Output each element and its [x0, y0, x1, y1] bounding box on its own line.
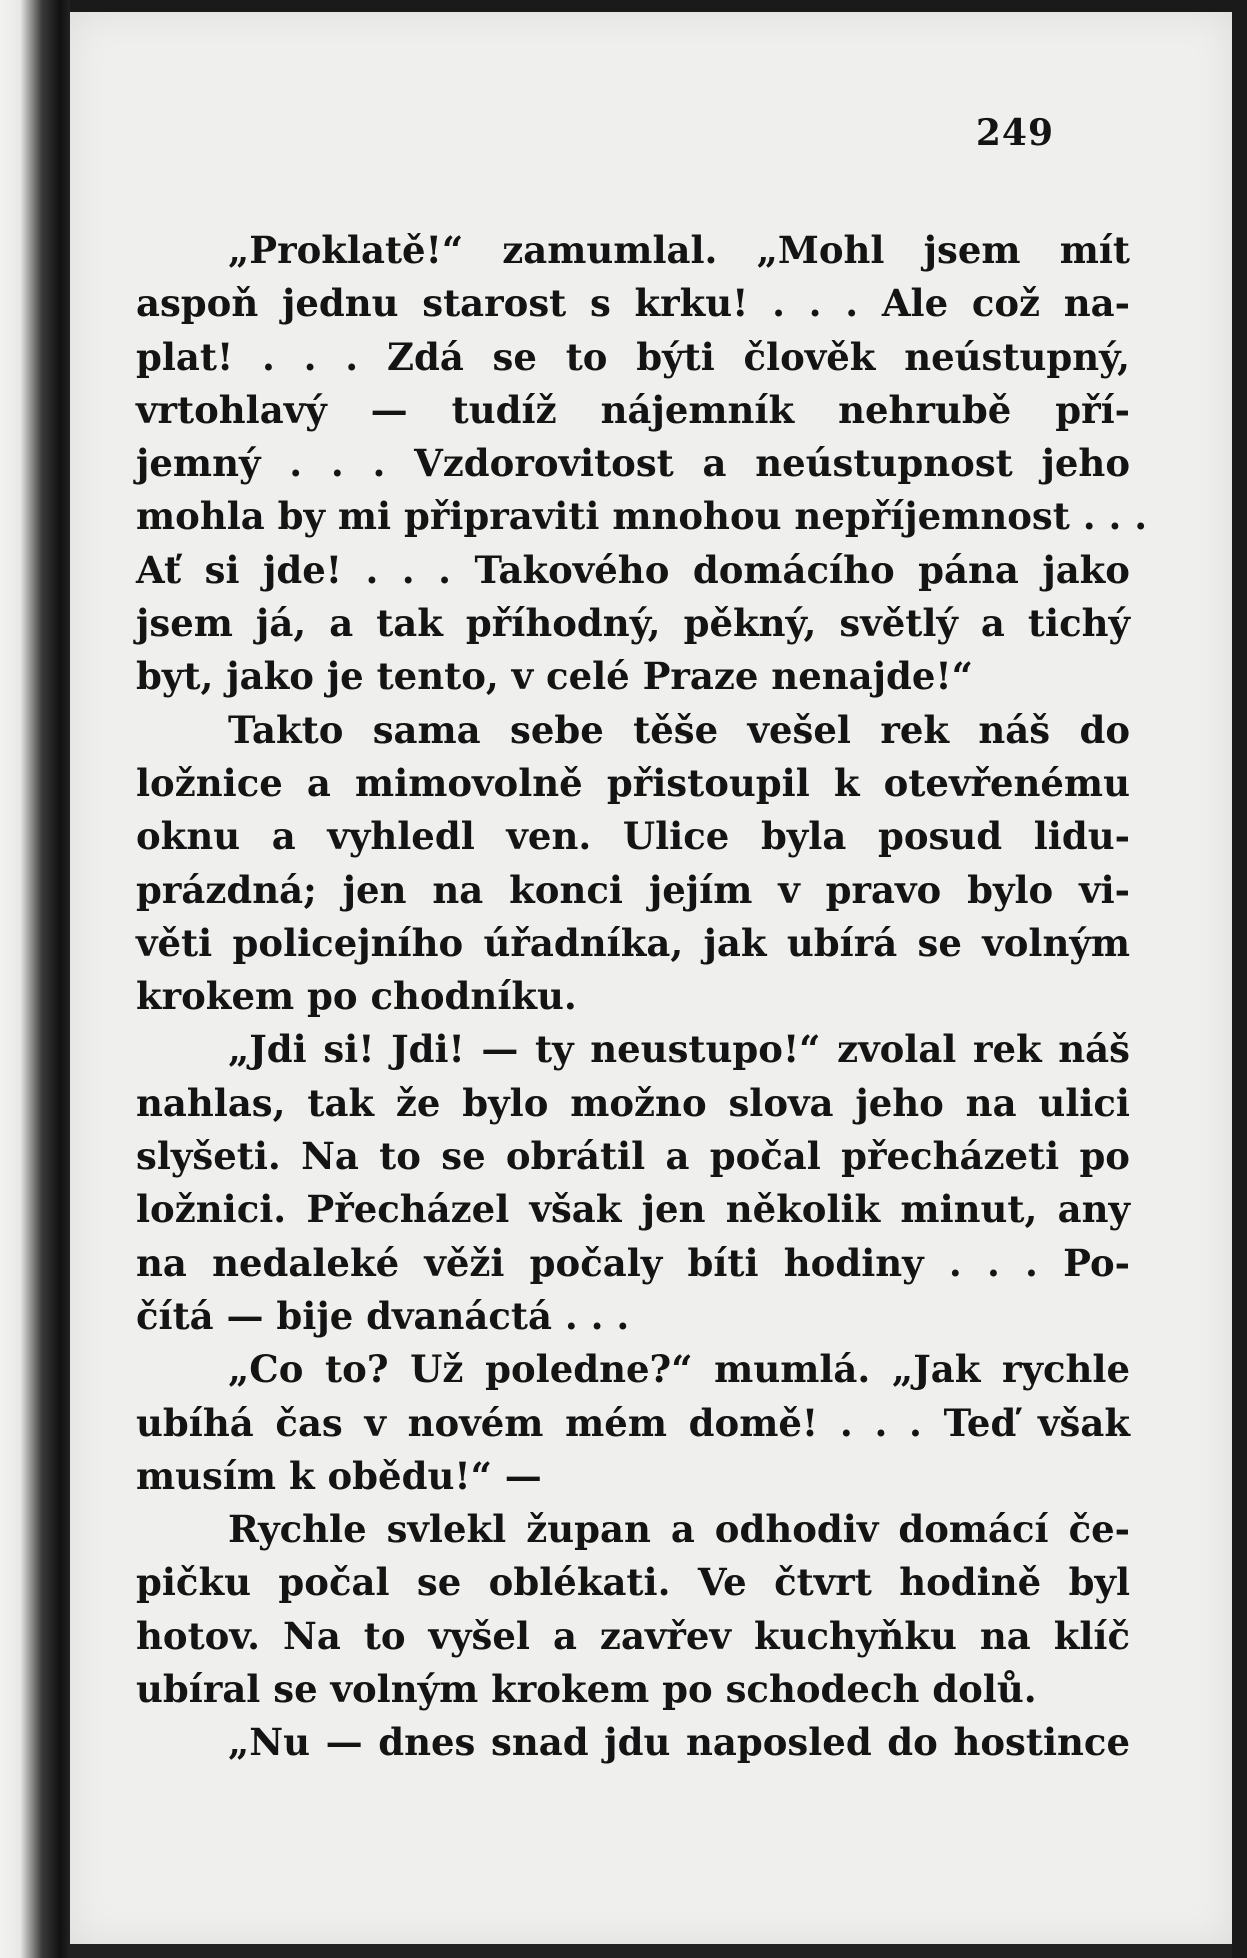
text-line: „Nu — dnes snad jdu naposled do hostince: [228, 1720, 1130, 1765]
text-line: ubíral se volným krokem po schodech dolů.: [136, 1667, 1037, 1712]
text-line: musím k obědu!“ —: [136, 1453, 542, 1498]
paragraph: [136, 1343, 1130, 1503]
scan-right-edge: [1232, 0, 1247, 1958]
paragraph: [136, 224, 1148, 704]
text-line: krokem po chodníku.: [136, 974, 577, 1019]
book-page: [70, 12, 1232, 1944]
text-line: mohla by mi připraviti mnohou nepříjemnost . . .: [136, 494, 1148, 539]
text-line: prázdná; jen na konci jejím v pravo bylo vi-: [136, 867, 1130, 912]
text-line: slyšeti. Na to se obrátil a počal přecházeti po: [136, 1134, 1130, 1179]
text-line: Rychle svlekl župan a odhodiv domácí če-: [228, 1507, 1130, 1552]
text-line: byt, jako je tento, v celé Praze nenajde!“: [136, 654, 973, 699]
text-line: na nedaleké věži počaly bíti hodiny . . . Po-: [136, 1240, 1130, 1285]
text-line: Takto sama sebe těše vešel rek náš do: [228, 707, 1130, 752]
text-line: Ať si jde! . . . Takového domácího pána jako: [136, 547, 1130, 592]
text-line: plat! . . . Zdá se to býti člověk neústupný,: [136, 334, 1130, 379]
text-line: čítá — bije dvanáctá . . .: [136, 1293, 630, 1338]
text-line: vrtohlavý — tudíž nájemník nehrubě pří-: [136, 387, 1130, 432]
text-line: nahlas, tak že bylo možno slova jeho na ulici: [136, 1080, 1130, 1125]
paragraph: [136, 704, 1130, 1024]
text-line: „Proklatě!“ zamumlal. „Mohl jsem mít: [228, 228, 1130, 272]
text-line: ubíhá čas v novém mém domě! . . . Teď však: [136, 1400, 1130, 1445]
page-number: 249: [975, 112, 1054, 154]
text-line: věti policejního úřadníka, jak ubírá se volným: [136, 920, 1130, 965]
text-line: oknu a vyhledl ven. Ulice byla posud lidu-: [136, 814, 1130, 859]
text-line: jemný . . . Vzdorovitost a neústupnost jeho: [136, 441, 1130, 486]
paragraph: [136, 1503, 1130, 1716]
text-line: „Jdi si! Jdi! — ty neustupo!“ zvolal rek náš: [228, 1027, 1130, 1072]
text-line: hotov. Na to vyšel a zavřev kuchyňku na klíč: [136, 1613, 1130, 1658]
text-line: aspoň jednu starost s krku! . . . Ale což na-: [136, 281, 1130, 326]
paragraph: [136, 1716, 1130, 1769]
text-line: „Co to? Už poledne?“ mumlá. „Jak rychle: [228, 1347, 1130, 1392]
text-line: ložnici. Přecházel však jen několik minut, any: [136, 1187, 1130, 1232]
scan-bottom-edge: [70, 1944, 1232, 1958]
text-line: jsem já, a tak příhodný, pěkný, světlý a tichý: [136, 601, 1130, 646]
page-text: [136, 224, 1148, 1770]
text-line: ložnice a mimovolně přistoupil k otevřenému: [136, 760, 1130, 805]
scan-left-edge: [0, 0, 70, 1958]
text-line: pičku počal se oblékati. Ve čtvrt hodině byl: [136, 1560, 1130, 1605]
paragraph: [136, 1023, 1130, 1343]
